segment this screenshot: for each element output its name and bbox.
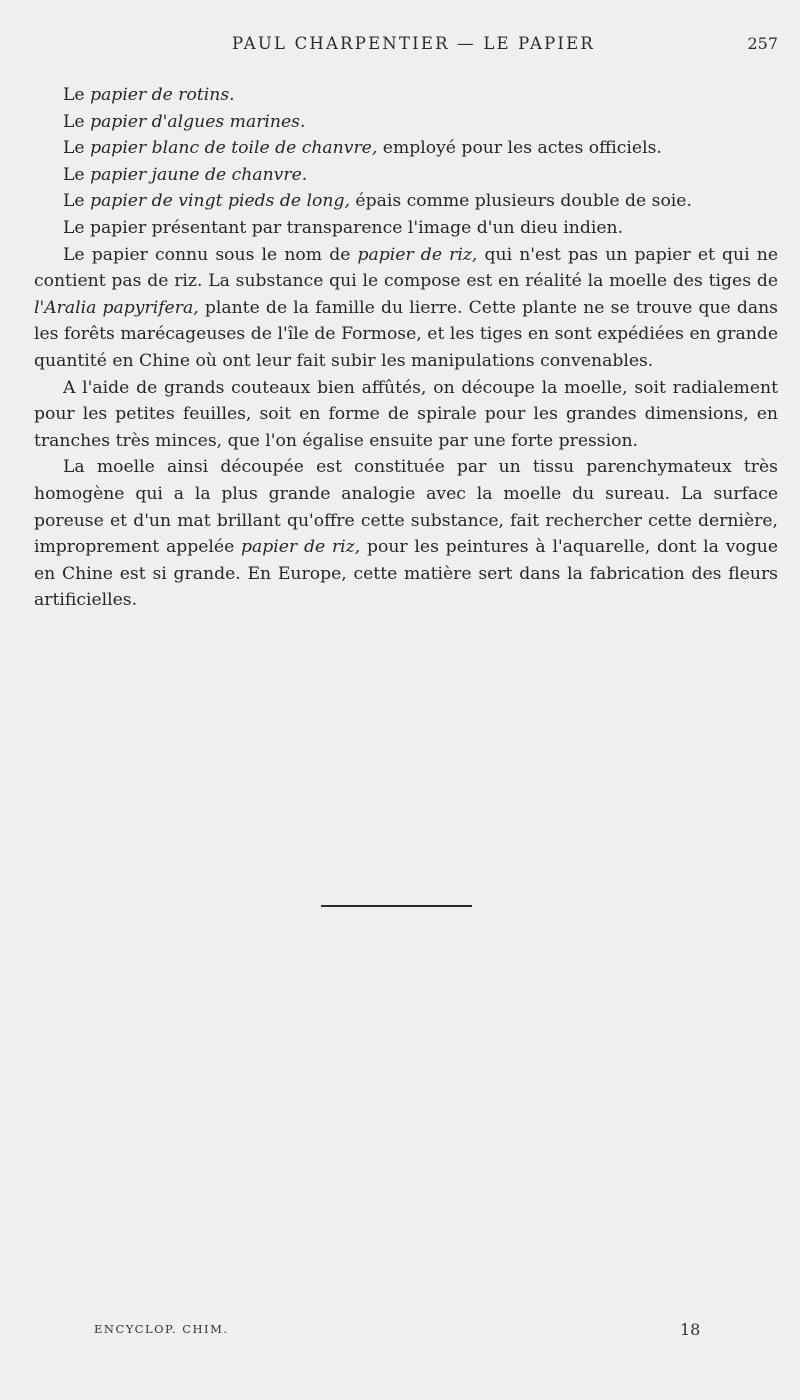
list-item: Le papier de rotins. bbox=[63, 85, 235, 105]
list-item: Le papier d'algues marines. bbox=[63, 111, 306, 132]
paragraph-papier-de-riz: Le papier connu sous le nom de papier de riz, qui n'est pas un papier et qui ne contient pas de riz. La substance qui le compose est en réalité la moelle des tiges de l'Aralia papyrifera, plante de la famille du lierre. Cette plante ne se trouve que dans les forêts marécageuses de l'île de Formose, et les tiges en sont expédiées en grande quantité en Chine où ont leur fait subir les manipulations convenables. bbox=[34, 244, 779, 371]
footer-signature: ENCYCLOP. CHIM. bbox=[94, 1322, 229, 1336]
running-title: PAUL CHARPENTIER — LE PAPIER bbox=[232, 34, 595, 53]
footer-signature-number: 18 bbox=[680, 1320, 701, 1339]
list-item: Le papier de vingt pieds de long, épais comme plusieurs double de soie. bbox=[63, 191, 692, 212]
list-item: Le papier jaune de chanvre. bbox=[63, 164, 308, 185]
body-text bbox=[34, 82, 778, 614]
page-number: 257 bbox=[747, 34, 778, 53]
list-item: Le papier blanc de toile de chanvre, employé pour les actes officiels. bbox=[63, 138, 662, 159]
paragraph-moelle: La moelle ainsi découpée est constituée par un tissu parenchymateux très homogène qui a la plus grande analogie avec la moelle du sureau. La surface poreuse et d'un mat brillant qu'offre cette substance, fait rechercher cette dernière, improprement appelée papier de riz, pour les peintures à l'aquarelle, dont la vogue en Chine est si grande. En Europe, cette matière sert dans la fabrication des fleurs artificielles. bbox=[34, 457, 778, 611]
section-end-rule bbox=[321, 905, 472, 907]
list-item: Le papier présentant par transparence l'image d'un dieu indien. bbox=[63, 217, 624, 238]
paragraph-decoupe: A l'aide de grands couteaux bien affûtés, on découpe la moelle, soit radialement pour les petites feuilles, soit en forme de spirale pour les grandes dimensions, en tranches très minces, que l'on égalise ensuite par une forte pression. bbox=[34, 377, 778, 451]
running-header bbox=[0, 34, 800, 60]
